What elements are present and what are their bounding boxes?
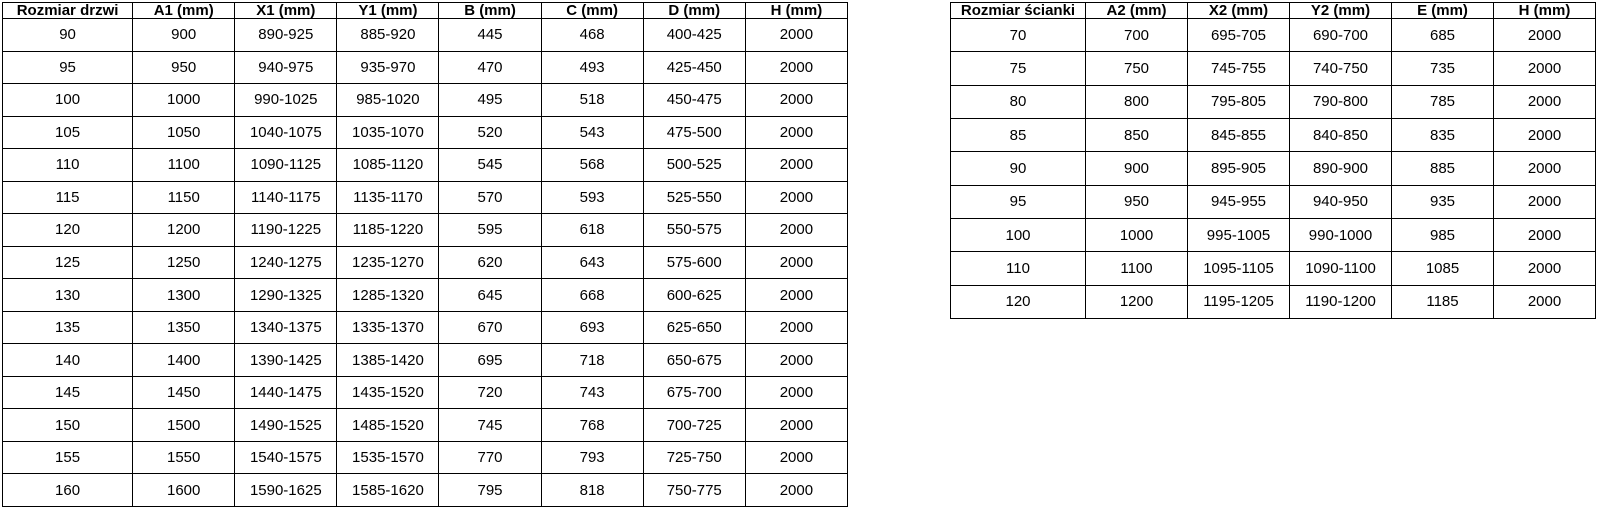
table-cell: 740-750 bbox=[1290, 52, 1392, 85]
column-header: X1 (mm) bbox=[235, 3, 337, 19]
table-cell: 725-750 bbox=[643, 441, 745, 474]
table-cell: 1000 bbox=[133, 84, 235, 117]
table-cell: 160 bbox=[3, 474, 133, 507]
table-cell: 695 bbox=[439, 344, 541, 377]
table-cell: 695-705 bbox=[1188, 19, 1290, 52]
table-cell: 685 bbox=[1392, 19, 1494, 52]
table-cell: 1600 bbox=[133, 474, 235, 507]
table-cell: 1435-1520 bbox=[337, 376, 439, 409]
table-cell: 900 bbox=[133, 19, 235, 52]
table-cell: 468 bbox=[541, 19, 643, 52]
table-cell: 885 bbox=[1392, 152, 1494, 185]
table-row bbox=[3, 409, 848, 442]
table-cell: 2000 bbox=[745, 19, 847, 52]
table-cell: 95 bbox=[3, 51, 133, 84]
table-cell: 1085 bbox=[1392, 252, 1494, 285]
table-cell: 130 bbox=[3, 279, 133, 312]
table-cell: 745-755 bbox=[1188, 52, 1290, 85]
table-cell: 670 bbox=[439, 311, 541, 344]
table-cell: 140 bbox=[3, 344, 133, 377]
table-cell: 95 bbox=[951, 185, 1086, 218]
table-cell: 1340-1375 bbox=[235, 311, 337, 344]
table-row bbox=[3, 51, 848, 84]
table-cell: 1135-1170 bbox=[337, 181, 439, 214]
table-cell: 2000 bbox=[1494, 152, 1596, 185]
table-cell: 768 bbox=[541, 409, 643, 442]
table-cell: 990-1025 bbox=[235, 84, 337, 117]
table-cell: 1335-1370 bbox=[337, 311, 439, 344]
column-header: B (mm) bbox=[439, 3, 541, 19]
table-cell: 1285-1320 bbox=[337, 279, 439, 312]
table-cell: 75 bbox=[951, 52, 1086, 85]
table-row bbox=[3, 149, 848, 182]
table-cell: 120 bbox=[3, 214, 133, 247]
table-cell: 1000 bbox=[1086, 218, 1188, 251]
column-header: X2 (mm) bbox=[1188, 3, 1290, 19]
table-cell: 945-955 bbox=[1188, 185, 1290, 218]
table-cell: 1535-1570 bbox=[337, 441, 439, 474]
table-cell: 120 bbox=[951, 285, 1086, 318]
column-header: Rozmiar ścianki bbox=[951, 3, 1086, 19]
table-cell: 85 bbox=[951, 118, 1086, 151]
table-cell: 718 bbox=[541, 344, 643, 377]
table-cell: 1035-1070 bbox=[337, 116, 439, 149]
table-cell: 895-905 bbox=[1188, 152, 1290, 185]
table-cell: 990-1000 bbox=[1290, 218, 1392, 251]
table-cell: 700 bbox=[1086, 19, 1188, 52]
table-cell: 1585-1620 bbox=[337, 474, 439, 507]
table-cell: 1250 bbox=[133, 246, 235, 279]
table-cell: 985-1020 bbox=[337, 84, 439, 117]
table-cell: 2000 bbox=[1494, 252, 1596, 285]
table-cell: 850 bbox=[1086, 118, 1188, 151]
table-cell: 1550 bbox=[133, 441, 235, 474]
column-header: H (mm) bbox=[745, 3, 847, 19]
table-cell: 940-975 bbox=[235, 51, 337, 84]
table-cell: 2000 bbox=[745, 181, 847, 214]
table-cell: 493 bbox=[541, 51, 643, 84]
table-cell: 750 bbox=[1086, 52, 1188, 85]
table-cell: 2000 bbox=[1494, 185, 1596, 218]
table-cell: 1150 bbox=[133, 181, 235, 214]
table-cell: 900 bbox=[1086, 152, 1188, 185]
table-cell: 2000 bbox=[745, 344, 847, 377]
table-cell: 2000 bbox=[745, 441, 847, 474]
column-header: Y1 (mm) bbox=[337, 3, 439, 19]
table-cell: 2000 bbox=[1494, 285, 1596, 318]
table-cell: 1200 bbox=[1086, 285, 1188, 318]
table-cell: 1290-1325 bbox=[235, 279, 337, 312]
table-cell: 425-450 bbox=[643, 51, 745, 84]
table-cell: 2000 bbox=[745, 214, 847, 247]
wall-sizes-table bbox=[950, 2, 1596, 319]
column-header: A2 (mm) bbox=[1086, 3, 1188, 19]
column-header: Y2 (mm) bbox=[1290, 3, 1392, 19]
table-cell: 1485-1520 bbox=[337, 409, 439, 442]
table-cell: 785 bbox=[1392, 85, 1494, 118]
table-cell: 1240-1275 bbox=[235, 246, 337, 279]
table-cell: 950 bbox=[1086, 185, 1188, 218]
table-cell: 125 bbox=[3, 246, 133, 279]
table-cell: 618 bbox=[541, 214, 643, 247]
table-cell: 840-850 bbox=[1290, 118, 1392, 151]
table-cell: 1385-1420 bbox=[337, 344, 439, 377]
table-cell: 743 bbox=[541, 376, 643, 409]
table-row bbox=[3, 84, 848, 117]
table-cell: 668 bbox=[541, 279, 643, 312]
table-cell: 1235-1270 bbox=[337, 246, 439, 279]
table-cell: 750-775 bbox=[643, 474, 745, 507]
table-cell: 2000 bbox=[745, 84, 847, 117]
table-cell: 1190-1200 bbox=[1290, 285, 1392, 318]
table-cell: 470 bbox=[439, 51, 541, 84]
table-cell: 890-925 bbox=[235, 19, 337, 52]
table-cell: 100 bbox=[3, 84, 133, 117]
table-cell: 600-625 bbox=[643, 279, 745, 312]
table-cell: 845-855 bbox=[1188, 118, 1290, 151]
table-cell: 885-920 bbox=[337, 19, 439, 52]
table-row bbox=[951, 285, 1596, 318]
table-cell: 568 bbox=[541, 149, 643, 182]
table-cell: 675-700 bbox=[643, 376, 745, 409]
table-row bbox=[951, 218, 1596, 251]
table-cell: 985 bbox=[1392, 218, 1494, 251]
table-cell: 2000 bbox=[745, 51, 847, 84]
table-row bbox=[3, 344, 848, 377]
table-cell: 80 bbox=[951, 85, 1086, 118]
table-cell: 800 bbox=[1086, 85, 1188, 118]
table-cell: 1500 bbox=[133, 409, 235, 442]
table-cell: 1350 bbox=[133, 311, 235, 344]
table-cell: 795-805 bbox=[1188, 85, 1290, 118]
table-row bbox=[3, 181, 848, 214]
table-cell: 500-525 bbox=[643, 149, 745, 182]
table-cell: 2000 bbox=[1494, 218, 1596, 251]
table-cell: 2000 bbox=[1494, 52, 1596, 85]
table-cell: 100 bbox=[951, 218, 1086, 251]
table-row bbox=[951, 118, 1596, 151]
table-cell: 150 bbox=[3, 409, 133, 442]
table-cell: 1300 bbox=[133, 279, 235, 312]
table-cell: 1540-1575 bbox=[235, 441, 337, 474]
table-cell: 645 bbox=[439, 279, 541, 312]
table-cell: 575-600 bbox=[643, 246, 745, 279]
table-cell: 1590-1625 bbox=[235, 474, 337, 507]
table-cell: 2000 bbox=[1494, 118, 1596, 151]
table-cell: 2000 bbox=[745, 409, 847, 442]
table-cell: 1195-1205 bbox=[1188, 285, 1290, 318]
table-cell: 935 bbox=[1392, 185, 1494, 218]
column-header: A1 (mm) bbox=[133, 3, 235, 19]
table-cell: 835 bbox=[1392, 118, 1494, 151]
table-cell: 2000 bbox=[745, 474, 847, 507]
table-cell: 90 bbox=[951, 152, 1086, 185]
door-sizes-table bbox=[2, 2, 848, 507]
table-row bbox=[3, 246, 848, 279]
table-cell: 1450 bbox=[133, 376, 235, 409]
table-cell: 1050 bbox=[133, 116, 235, 149]
table-cell: 155 bbox=[3, 441, 133, 474]
table-cell: 445 bbox=[439, 19, 541, 52]
table-cell: 890-900 bbox=[1290, 152, 1392, 185]
table-cell: 795 bbox=[439, 474, 541, 507]
table-row bbox=[3, 441, 848, 474]
table-cell: 1440-1475 bbox=[235, 376, 337, 409]
table-cell: 1140-1175 bbox=[235, 181, 337, 214]
table-cell: 735 bbox=[1392, 52, 1494, 85]
table-cell: 720 bbox=[439, 376, 541, 409]
table-cell: 518 bbox=[541, 84, 643, 117]
table-cell: 2000 bbox=[745, 279, 847, 312]
table-row bbox=[951, 252, 1596, 285]
table-row bbox=[951, 185, 1596, 218]
table-cell: 70 bbox=[951, 19, 1086, 52]
table-cell: 105 bbox=[3, 116, 133, 149]
table-row bbox=[3, 116, 848, 149]
table-row bbox=[951, 85, 1596, 118]
table-cell: 1095-1105 bbox=[1188, 252, 1290, 285]
table-cell: 525-550 bbox=[643, 181, 745, 214]
column-header: D (mm) bbox=[643, 3, 745, 19]
table-cell: 818 bbox=[541, 474, 643, 507]
table-cell: 2000 bbox=[745, 376, 847, 409]
table-cell: 135 bbox=[3, 311, 133, 344]
table-cell: 475-500 bbox=[643, 116, 745, 149]
table-cell: 545 bbox=[439, 149, 541, 182]
table-cell: 650-675 bbox=[643, 344, 745, 377]
table-cell: 115 bbox=[3, 181, 133, 214]
table-cell: 1490-1525 bbox=[235, 409, 337, 442]
table-cell: 2000 bbox=[1494, 85, 1596, 118]
table-cell: 995-1005 bbox=[1188, 218, 1290, 251]
table-cell: 90 bbox=[3, 19, 133, 52]
table-cell: 2000 bbox=[745, 311, 847, 344]
table-cell: 1090-1125 bbox=[235, 149, 337, 182]
table-cell: 400-425 bbox=[643, 19, 745, 52]
table-cell: 550-575 bbox=[643, 214, 745, 247]
table-cell: 570 bbox=[439, 181, 541, 214]
table-cell: 625-650 bbox=[643, 311, 745, 344]
table-cell: 620 bbox=[439, 246, 541, 279]
table-row bbox=[3, 214, 848, 247]
header-row bbox=[951, 3, 1596, 19]
table-row bbox=[3, 376, 848, 409]
table-row bbox=[951, 152, 1596, 185]
table-cell: 1190-1225 bbox=[235, 214, 337, 247]
table-cell: 1090-1100 bbox=[1290, 252, 1392, 285]
header-row bbox=[3, 3, 848, 19]
table-row bbox=[3, 474, 848, 507]
table-cell: 495 bbox=[439, 84, 541, 117]
table-cell: 2000 bbox=[745, 246, 847, 279]
column-header: Rozmiar drzwi bbox=[3, 3, 133, 19]
table-row bbox=[3, 311, 848, 344]
table-cell: 1185 bbox=[1392, 285, 1494, 318]
table-row bbox=[3, 19, 848, 52]
table-cell: 2000 bbox=[745, 116, 847, 149]
table-cell: 935-970 bbox=[337, 51, 439, 84]
table-cell: 1040-1075 bbox=[235, 116, 337, 149]
table-cell: 940-950 bbox=[1290, 185, 1392, 218]
table-cell: 790-800 bbox=[1290, 85, 1392, 118]
table-cell: 770 bbox=[439, 441, 541, 474]
table-cell: 593 bbox=[541, 181, 643, 214]
table-cell: 595 bbox=[439, 214, 541, 247]
table-cell: 793 bbox=[541, 441, 643, 474]
table-cell: 450-475 bbox=[643, 84, 745, 117]
table-row bbox=[951, 52, 1596, 85]
table-cell: 110 bbox=[951, 252, 1086, 285]
table-cell: 690-700 bbox=[1290, 19, 1392, 52]
table-cell: 700-725 bbox=[643, 409, 745, 442]
table-cell: 1100 bbox=[1086, 252, 1188, 285]
table-cell: 1085-1120 bbox=[337, 149, 439, 182]
column-header: E (mm) bbox=[1392, 3, 1494, 19]
column-header: C (mm) bbox=[541, 3, 643, 19]
table-row bbox=[3, 279, 848, 312]
table-cell: 1100 bbox=[133, 149, 235, 182]
table-cell: 1200 bbox=[133, 214, 235, 247]
table-cell: 2000 bbox=[745, 149, 847, 182]
table-cell: 1185-1220 bbox=[337, 214, 439, 247]
table-row bbox=[951, 19, 1596, 52]
table-cell: 520 bbox=[439, 116, 541, 149]
table-cell: 693 bbox=[541, 311, 643, 344]
table-cell: 110 bbox=[3, 149, 133, 182]
table-cell: 1400 bbox=[133, 344, 235, 377]
table-cell: 643 bbox=[541, 246, 643, 279]
column-header: H (mm) bbox=[1494, 3, 1596, 19]
table-cell: 745 bbox=[439, 409, 541, 442]
table-cell: 1390-1425 bbox=[235, 344, 337, 377]
table-cell: 2000 bbox=[1494, 19, 1596, 52]
table-cell: 145 bbox=[3, 376, 133, 409]
table-cell: 950 bbox=[133, 51, 235, 84]
table-cell: 543 bbox=[541, 116, 643, 149]
